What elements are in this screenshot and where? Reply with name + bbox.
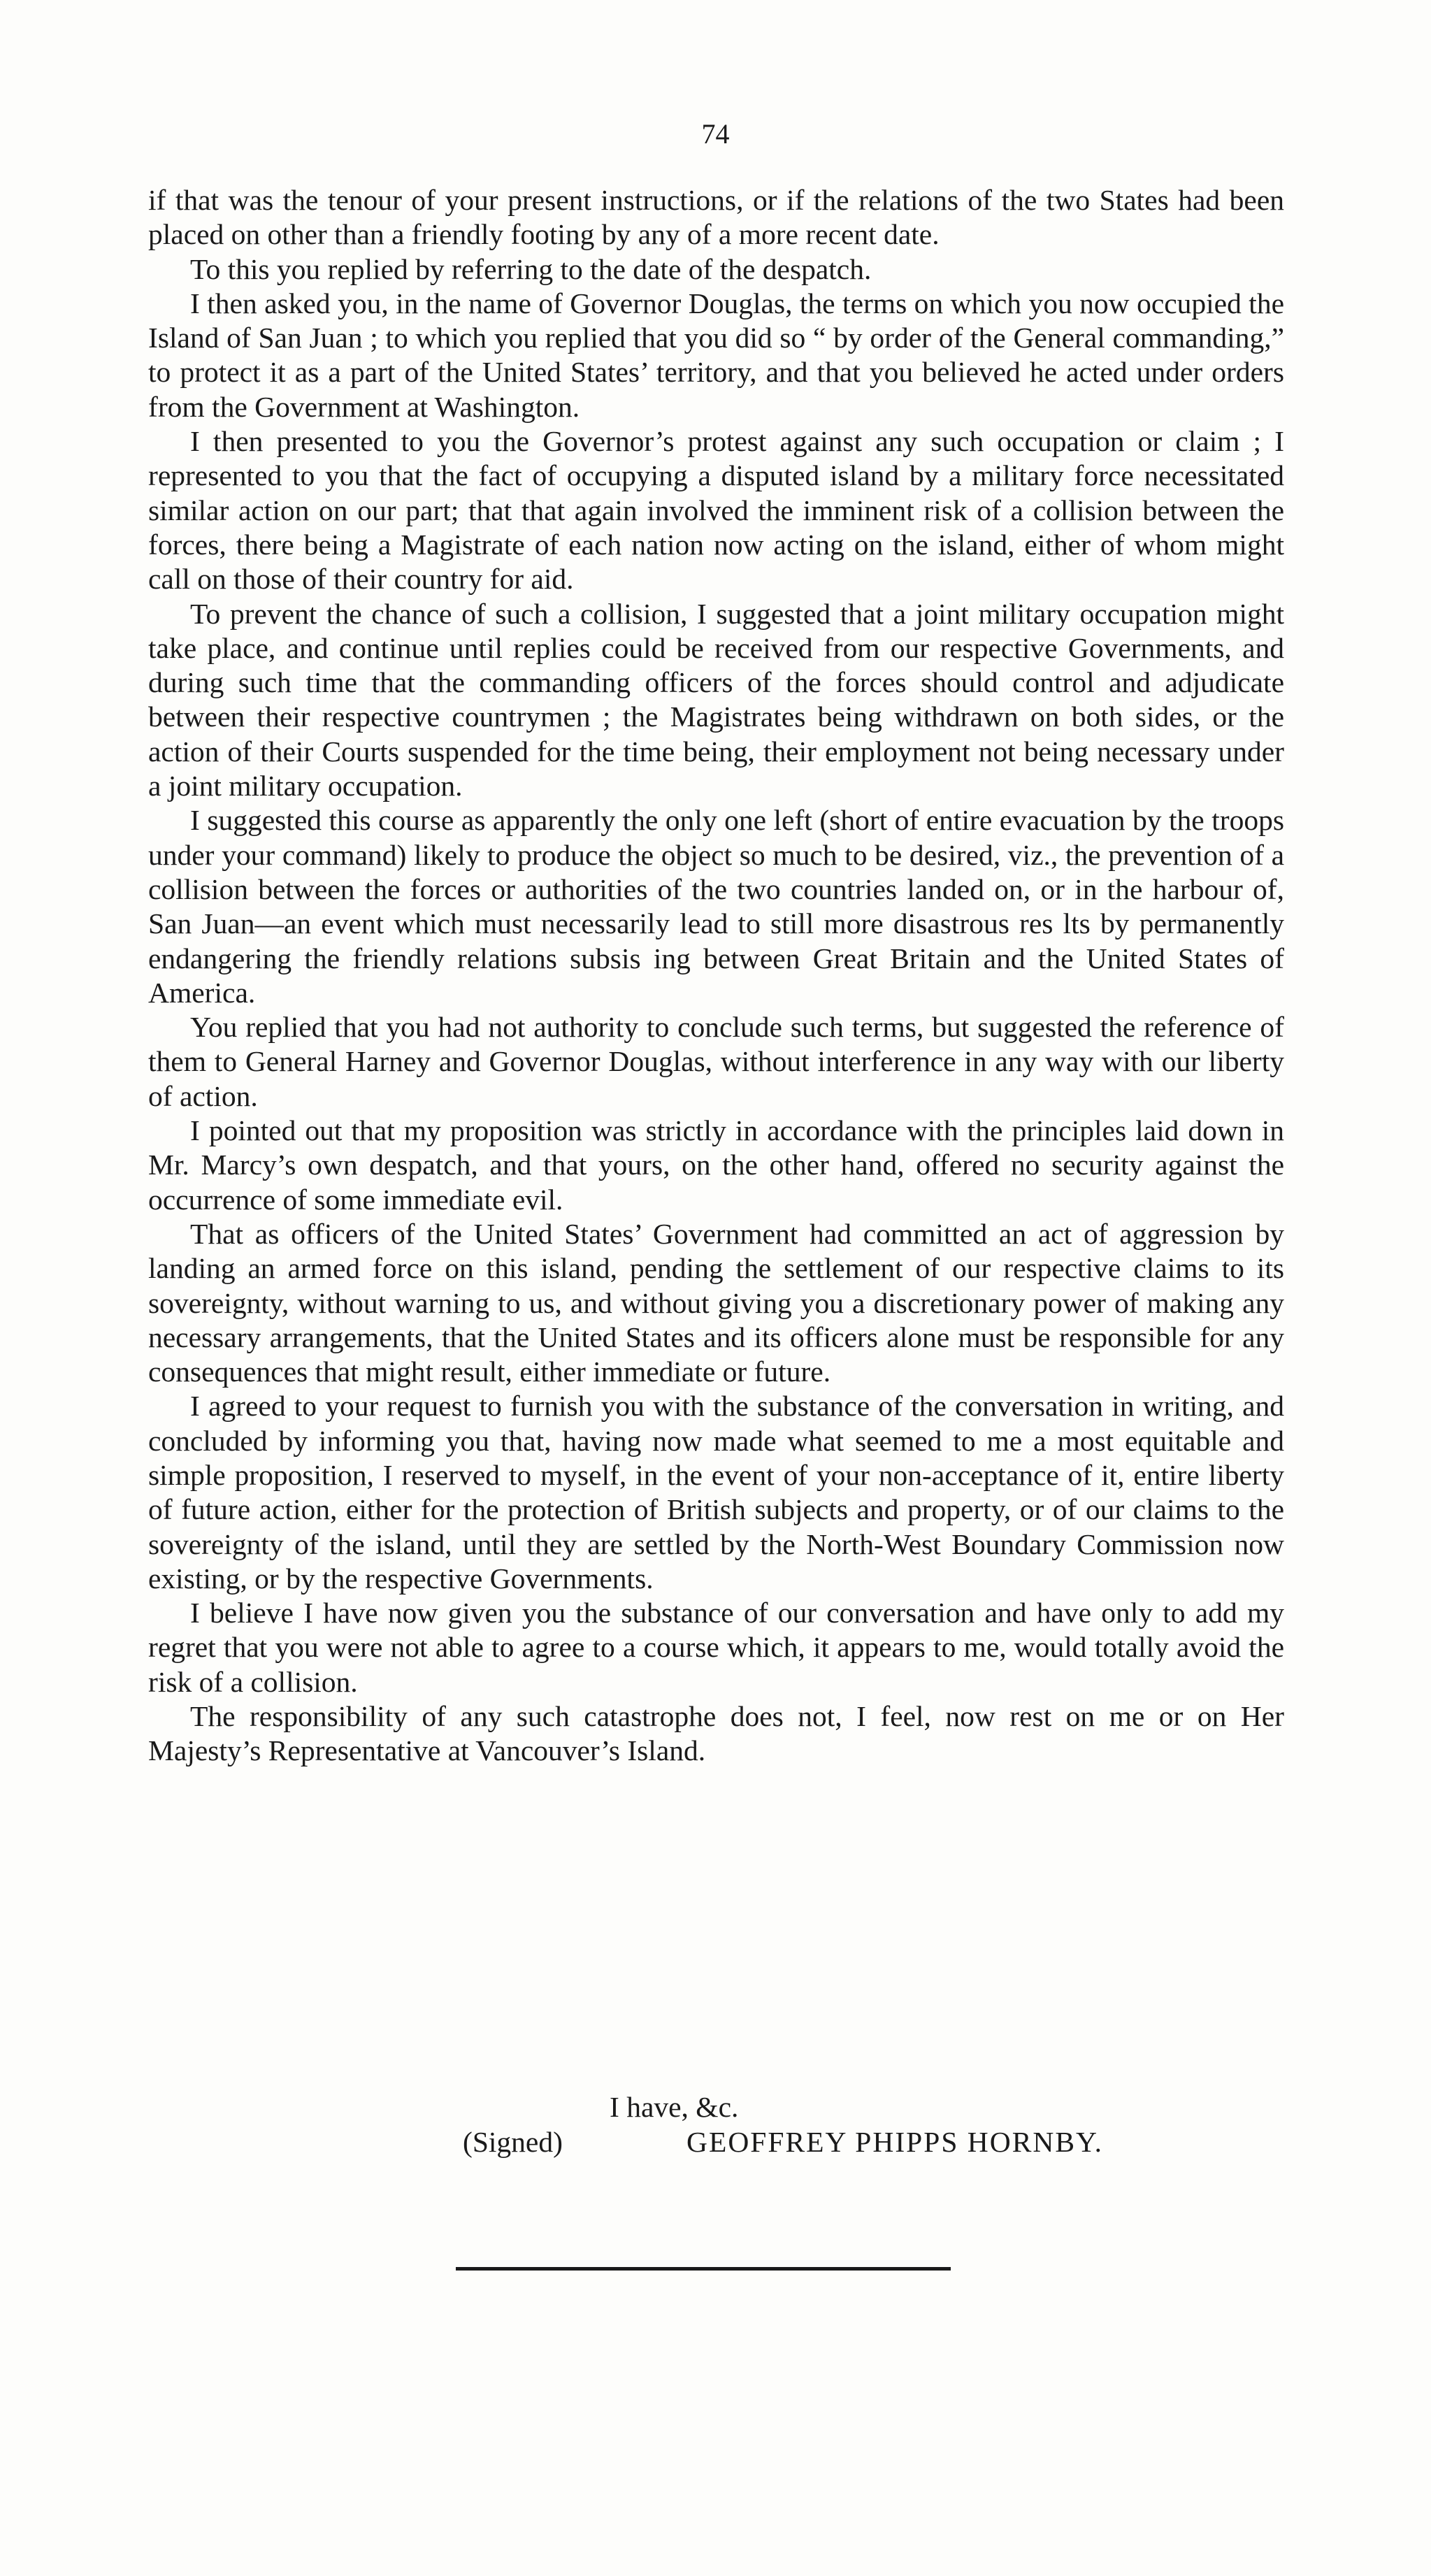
paragraph-1: if that was the tenour of your present instructions, or if the relations of the two States had been placed on other than a friendly footing by any of a more recent date. — [148, 184, 1284, 251]
signatory-name: GEOFFREY PHIPPS HORNBY. — [686, 2126, 1104, 2158]
paragraph-10: I agreed to your request to furnish you with the substance of the conversation in writing, and concluded by informing you that, having now made what seemed to me a most equitable and simple proposition, I reserved to myself, in the event of your non-acceptance of it, entire liberty of future action, either for the protection of British subjects and property, or of our claims to the sovereignty of the island, until they are settled by the North-West Boundary Commission now existing, or by the respective Governments. — [148, 1390, 1284, 1595]
paragraph-12: The responsibility of any such catastrophe does not, I feel, now rest on me or on Her Majesty’s Representative at Vancouver’s Island. — [148, 1700, 1284, 1767]
paragraph-3: I then asked you, in the name of Governor Douglas, the terms on which you now occupied the Island of San Juan ; to which you replied that you did so “ by order of the General commanding,” to protect it as a part of the United States’ territory, and that you believed he acted under orders from the Government at Washington. — [148, 287, 1284, 423]
paragraph-4: I then presented to you the Governor’s protest against any such occupation or claim ; I represented to you that the fact of occupying a disputed island by a military force necessitated similar action on our part; that that again involved the imminent risk of a collision between the forces, there being a Magistrate of each nation now acting on the island, either of whom might call on those of their country for aid. — [148, 425, 1284, 596]
paragraph-9: That as officers of the United States’ Government had committed an act of aggression by landing an armed force on this island, pending the settlement of our respective claims to its sovereignty, without warning to us, and without giving you a discretionary power of making any necessary arrangements, that the United States and its officers alone must be responsible for any consequences that might result, either immediate or future. — [148, 1217, 1284, 1388]
signed-label: (Signed) — [463, 2126, 563, 2158]
signature-line — [148, 2125, 1284, 2159]
letter-body — [148, 183, 1284, 1769]
closing-rule — [456, 2267, 951, 2271]
paragraph-5: To prevent the chance of such a collision, I suggested that a joint military occupation might take place, and continue until replies could be received from our respective Governments, and during such time that the commanding officers of the forces should control and adjudicate between their respective countrymen ; the Magistrates being withdrawn on both sides, or the action of their Courts suspended for the time being, their employment not being necessary under a joint military occupation. — [148, 597, 1284, 803]
paragraph-8: I pointed out that my proposition was strictly in accordance with the principles laid down in Mr. Marcy’s own despatch, and that yours, on the other hand, offered no security against the occurrence of some immediate evil. — [148, 1114, 1284, 1216]
paragraph-6: I suggested this course as apparently the only one left (short of entire evacuation by the troops under your command) likely to produce the object so much to be desired, viz., the prevention of a collision between the forces or authorities of the two countries landed on, or in the harbour of, San Juan—an event which must necessarily lead to still more disastrous res lts by permanently endangering the friendly relations subsis ing between Great Britain and the United States of America. — [148, 804, 1284, 1009]
page-number: 74 — [701, 118, 730, 150]
paragraph-11: I believe I have now given you the substance of our conversation and have only to add my regret that you were not able to agree to a course which, it appears to me, would totally avoid the risk of a collision. — [148, 1597, 1284, 1698]
paragraph-7: You replied that you had not authority to conclude such terms, but suggested the reference of them to General Harney and Governor Douglas, without interference in any way with our liberty of action. — [148, 1011, 1284, 1112]
valediction: I have, &c. — [610, 2091, 739, 2123]
paragraph-2: To this you replied by referring to the date of the despatch. — [190, 252, 872, 285]
